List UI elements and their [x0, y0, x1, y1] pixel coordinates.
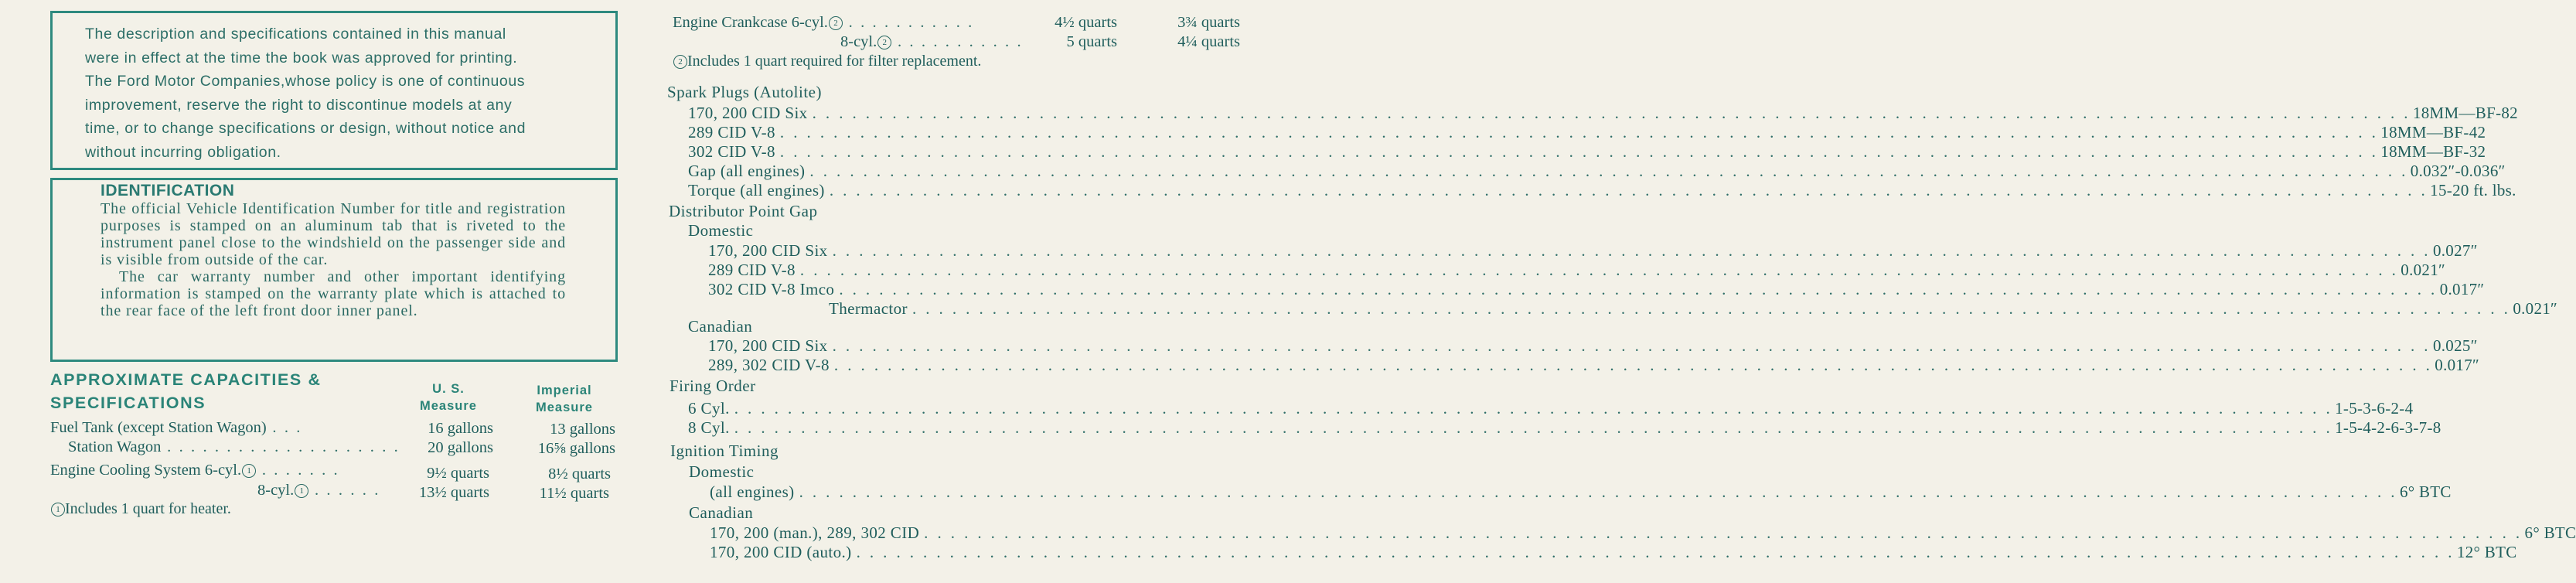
crankcase-8cyl-label: 8-cyl. [840, 33, 877, 50]
crankcase-8cyl-row: 8-cyl. 2 . . . . . . . . . . . [840, 33, 1024, 50]
spark-row: 302 CID V-8 . . . . . . . . . . . . . . . . . . . . . . . . . . . . . . . . . . . . . . . . . . . . . . . . . . . . . . . . . . . . . . . . . . . . . . . . . . . . . . . . . . . . . . . . . . . . . . . . . . . . . . . . . . . . . . . . . . . . . . . . 18MM—BF-32 [688, 142, 2486, 161]
cooling-8cyl-row: 8-cyl. 1 . . . . . . [257, 482, 380, 499]
fuel-tank-label: Fuel Tank (except Station Wagon) [50, 419, 267, 436]
spark-row-value: 18MM—BF-42 [2380, 123, 2486, 141]
distributor-row: 170, 200 CID Six . . . . . . . . . . . . . . . . . . . . . . . . . . . . . . . . . . . . . . . . . . . . . . . . . . . . . . . . . . . . . . . . . . . . . . . . . . . . . . . . . . . . . . . . . . . . . . . . . . . . . . . . . . . . . . . . . . . . . . . . 0.025″ [708, 336, 2478, 355]
footnote-1-marker: 1 [242, 464, 256, 478]
distributor-row-value: 0.025″ [2432, 336, 2478, 355]
spark-row: Gap (all engines) . . . . . . . . . . . . . . . . . . . . . . . . . . . . . . . . . . . . . . . . . . . . . . . . . . . . . . . . . . . . . . . . . . . . . . . . . . . . . . . . . . . . . . . . . . . . . . . . . . . . . . . . . . . . . . . . . . . . . . . . 0.032″-0.036″ [688, 162, 2506, 180]
crankcase-label: Engine Crankcase 6-cyl. [673, 14, 828, 31]
distributor-heading: Distributor Point Gap [669, 202, 818, 220]
spark-row-value: 18MM—BF-32 [2380, 142, 2486, 161]
us-measure-column-header [394, 380, 503, 414]
us-header-line-1: U. S. [432, 382, 465, 396]
crankcase-8cyl-us: 5 quarts [1066, 33, 1117, 50]
footnote-1-marker: 1 [295, 484, 308, 498]
disclaimer-line: were in effect at the time the book was approved for printing. [85, 49, 518, 66]
station-wagon-row: Station Wagon . . . . . . . . . . . . . . . . . . . . [68, 438, 400, 455]
identification-heading: IDENTIFICATION [101, 182, 235, 199]
spark-row: 170, 200 CID Six . . . . . . . . . . . . . . . . . . . . . . . . . . . . . . . . . . . . . . . . . . . . . . . . . . . . . . . . . . . . . . . . . . . . . . . . . . . . . . . . . . . . . . . . . . . . . . . . . . . . . . . . . . . . . . . . . . . . . . . . 18MM—BF-82 [688, 104, 2518, 122]
ignition-row-value: 6° BTC [2524, 523, 2576, 542]
station-wagon-imperial: 16⅝ gallons [537, 440, 615, 457]
distributor-row-label: Thermactor [829, 299, 908, 318]
ignition-row: 170, 200 (man.), 289, 302 CID . . . . . . . . . . . . . . . . . . . . . . . . . . . . . . . . . . . . . . . . . . . . . . . . . . . . . . . . . . . . . . . . . . . . . . . . . . . . . . . . . . . . . . . . . . . . . . . . . . . . . . . . . . . . . . . . . . . . . . . . 6° BTC [710, 523, 2576, 542]
firing-order-row: 6 Cyl. . . . . . . . . . . . . . . . . . . . . . . . . . . . . . . . . . . . . . . . . . . . . . . . . . . . . . . . . . . . . . . . . . . . . . . . . . . . . . . . . . . . . . . . . . . . . . . . . . . . . . . . . . . . . . . . . . . . . . . . . 1-5-3-6-2-4 [688, 399, 2414, 418]
distributor-canadian-label: Canadian [688, 317, 753, 336]
distributor-row-value: 0.017″ [2435, 356, 2480, 374]
firing-order-label: 8 Cyl. [688, 418, 730, 437]
footnote-1-marker: 1 [51, 503, 65, 517]
footnote-1 [50, 499, 231, 518]
spark-row-label: Gap (all engines) [688, 162, 806, 180]
ignition-timing-heading: Ignition Timing [670, 442, 779, 460]
footnote-2-marker: 2 [877, 36, 891, 49]
distributor-row-label: 289 CID V-8 [708, 261, 796, 279]
identification-paragraph-1: The official Vehicle Identification Number for title and registration purposes is stamped on an aluminum tab that is riveted to the instrument panel close to the windshield on the passenger side and is visible from outside of the car. [101, 200, 566, 268]
ignition-row: (all engines) . . . . . . . . . . . . . . . . . . . . . . . . . . . . . . . . . . . . . . . . . . . . . . . . . . . . . . . . . . . . . . . . . . . . . . . . . . . . . . . . . . . . . . . . . . . . . . . . . . . . . . . . . . . . . . . . . . . . . . . . 6° BTC [710, 482, 2452, 501]
distributor-row-value: 0.017″ [2439, 280, 2485, 298]
distributor-row-value: 0.021″ [2401, 261, 2446, 279]
spark-row-label: 289 CID V-8 [688, 123, 775, 141]
ignition-row-label: (all engines) [710, 482, 795, 501]
distributor-row: 289 CID V-8 . . . . . . . . . . . . . . . . . . . . . . . . . . . . . . . . . . . . . . . . . . . . . . . . . . . . . . . . . . . . . . . . . . . . . . . . . . . . . . . . . . . . . . . . . . . . . . . . . . . . . . . . . . . . . . . . . . . . . . . . 0.021″ [708, 261, 2446, 279]
disclaimer-box [50, 11, 618, 170]
imperial-header-line-2: Measure [536, 401, 593, 414]
spark-row-label: 302 CID V-8 [688, 142, 775, 161]
fuel-tank-row: Fuel Tank (except Station Wagon) . . . [50, 419, 303, 436]
disclaimer-line: The description and specifications contained in this manual [85, 26, 506, 43]
firing-order-label: 6 Cyl. [688, 399, 730, 418]
us-header-line-2: Measure [420, 399, 477, 413]
ignition-row-label: 170, 200 CID (auto.) [710, 543, 852, 561]
crankcase-6cyl-row: Engine Crankcase 6-cyl. 2 . . . . . . . . . . . [673, 14, 974, 31]
cooling-8cyl-us: 13½ quarts [418, 484, 489, 501]
capacities-heading-line-1: APPROXIMATE CAPACITIES & [50, 370, 322, 389]
distributor-domestic-label: Domestic [688, 221, 754, 240]
identification-box [50, 178, 618, 362]
spark-plugs-heading: Spark Plugs (Autolite) [667, 83, 822, 101]
cooling-6cyl-imperial: 8½ quarts [548, 465, 611, 482]
footnote-2 [673, 52, 981, 70]
disclaimer-line: improvement, reserve the right to discontinue models at any [85, 96, 513, 114]
spark-row-label: Torque (all engines) [688, 181, 825, 199]
ignition-canadian-label: Canadian [689, 503, 754, 522]
firing-order-value: 1-5-4-2-6-3-7-8 [2335, 418, 2441, 437]
ignition-row: 170, 200 CID (auto.) . . . . . . . . . . . . . . . . . . . . . . . . . . . . . . . . . . . . . . . . . . . . . . . . . . . . . . . . . . . . . . . . . . . . . . . . . . . . . . . . . . . . . . . . . . . . . . . . . . . . . . . . . . . . . . . . . . . . . . . . 12° BTC [710, 543, 2517, 561]
distributor-row-value: 0.027″ [2432, 241, 2478, 260]
spark-row-value: 0.032″-0.036″ [2410, 162, 2506, 180]
disclaimer-line: The Ford Motor Companies,whose policy is one of continuous [85, 73, 526, 90]
spark-row: 289 CID V-8 . . . . . . . . . . . . . . . . . . . . . . . . . . . . . . . . . . . . . . . . . . . . . . . . . . . . . . . . . . . . . . . . . . . . . . . . . . . . . . . . . . . . . . . . . . . . . . . . . . . . . . . . . . . . . . . . . . . . . . . . 18MM—BF-42 [688, 123, 2486, 141]
distributor-row-label: 170, 200 CID Six [708, 336, 828, 355]
ignition-row-value: 12° BTC [2456, 543, 2517, 561]
disclaimer-line: time, or to change specifications or design, without notice and [85, 120, 526, 137]
distributor-row-label: 302 CID V-8 Imco [708, 280, 835, 298]
station-wagon-label: Station Wagon [68, 438, 162, 455]
ignition-row-label: 170, 200 (man.), 289, 302 CID [710, 523, 920, 542]
footnote-2-marker: 2 [673, 55, 687, 69]
firing-order-row: 8 Cyl. . . . . . . . . . . . . . . . . . . . . . . . . . . . . . . . . . . . . . . . . . . . . . . . . . . . . . . . . . . . . . . . . . . . . . . . . . . . . . . . . . . . . . . . . . . . . . . . . . . . . . . . . . . . . . . . . . . . . . . . . 1-5-4-2-6-3-7-8 [688, 418, 2441, 437]
distributor-row-label: 170, 200 CID Six [708, 241, 828, 260]
identification-paragraph-2: The car warranty number and other important identifying information is stamped on the warranty plate which is attached to the rear face of the left front door inner panel. [101, 268, 566, 319]
spark-row-value: 18MM—BF-82 [2412, 104, 2518, 122]
firing-order-value: 1-5-3-6-2-4 [2335, 399, 2414, 418]
cooling-8cyl-imperial: 11½ quarts [539, 485, 609, 502]
spark-row-value: 15-20 ft. lbs. [2430, 181, 2516, 199]
distributor-row: 170, 200 CID Six . . . . . . . . . . . . . . . . . . . . . . . . . . . . . . . . . . . . . . . . . . . . . . . . . . . . . . . . . . . . . . . . . . . . . . . . . . . . . . . . . . . . . . . . . . . . . . . . . . . . . . . . . . . . . . . . . . . . . . . . 0.027″ [708, 241, 2478, 260]
cooling-6cyl-us: 9½ quarts [427, 465, 489, 482]
imperial-header-line-1: Imperial [537, 384, 592, 397]
cooling-6cyl-row: Engine Cooling System 6-cyl. 1 . . . . . . . [50, 462, 340, 479]
cooling-8cyl-label: 8-cyl. [257, 482, 295, 499]
footnote-2-text: Includes 1 quart required for filter replacement. [687, 53, 982, 70]
crankcase-6cyl-us: 4½ quarts [1055, 14, 1117, 31]
fuel-tank-imperial: 13 gallons [550, 421, 615, 438]
distributor-row: Thermactor . . . . . . . . . . . . . . . . . . . . . . . . . . . . . . . . . . . . . . . . . . . . . . . . . . . . . . . . . . . . . . . . . . . . . . . . . . . . . . . . . . . . . . . . . . . . . . . . . . . . . . . . . . . . . . . . . . . . . . . . 0.021″ [829, 299, 2558, 318]
station-wagon-us: 20 gallons [428, 439, 493, 456]
distributor-row-value: 0.021″ [2513, 299, 2558, 318]
imperial-measure-column-header [510, 382, 618, 416]
crankcase-8cyl-imperial: 4¼ quarts [1177, 33, 1240, 50]
capacities-heading [50, 368, 322, 414]
crankcase-6cyl-imperial: 3¾ quarts [1177, 14, 1240, 31]
distributor-row-label: 289, 302 CID V-8 [708, 356, 830, 374]
cooling-label: Engine Cooling System 6-cyl. [50, 462, 242, 479]
disclaimer-line: without incurring obligation. [85, 143, 281, 161]
capacities-heading-line-2: SPECIFICATIONS [50, 394, 206, 412]
ignition-row-value: 6° BTC [2399, 482, 2452, 501]
spark-row: Torque (all engines) . . . . . . . . . . . . . . . . . . . . . . . . . . . . . . . . . . . . . . . . . . . . . . . . . . . . . . . . . . . . . . . . . . . . . . . . . . . . . . . . . . . . . . . . . . . . . . . . . . . . . . . . . . . . . . . . . . . . . . . . 15-20 ft. lbs. [688, 181, 2516, 199]
fuel-tank-us: 16 gallons [428, 420, 493, 437]
ignition-domestic-label: Domestic [689, 462, 755, 481]
firing-order-heading: Firing Order [670, 377, 756, 395]
distributor-row: 302 CID V-8 Imco . . . . . . . . . . . . . . . . . . . . . . . . . . . . . . . . . . . . . . . . . . . . . . . . . . . . . . . . . . . . . . . . . . . . . . . . . . . . . . . . . . . . . . . . . . . . . . . . . . . . . . . . . . . . . . . . . . . . . . . . 0.017″ [708, 280, 2485, 298]
spark-row-label: 170, 200 CID Six [688, 104, 808, 122]
footnote-1-text: Includes 1 quart for heater. [65, 500, 231, 517]
footnote-2-marker: 2 [829, 16, 843, 30]
distributor-row: 289, 302 CID V-8 . . . . . . . . . . . . . . . . . . . . . . . . . . . . . . . . . . . . . . . . . . . . . . . . . . . . . . . . . . . . . . . . . . . . . . . . . . . . . . . . . . . . . . . . . . . . . . . . . . . . . . . . . . . . . . . . . . . . . . . . 0.017″ [708, 356, 2480, 374]
